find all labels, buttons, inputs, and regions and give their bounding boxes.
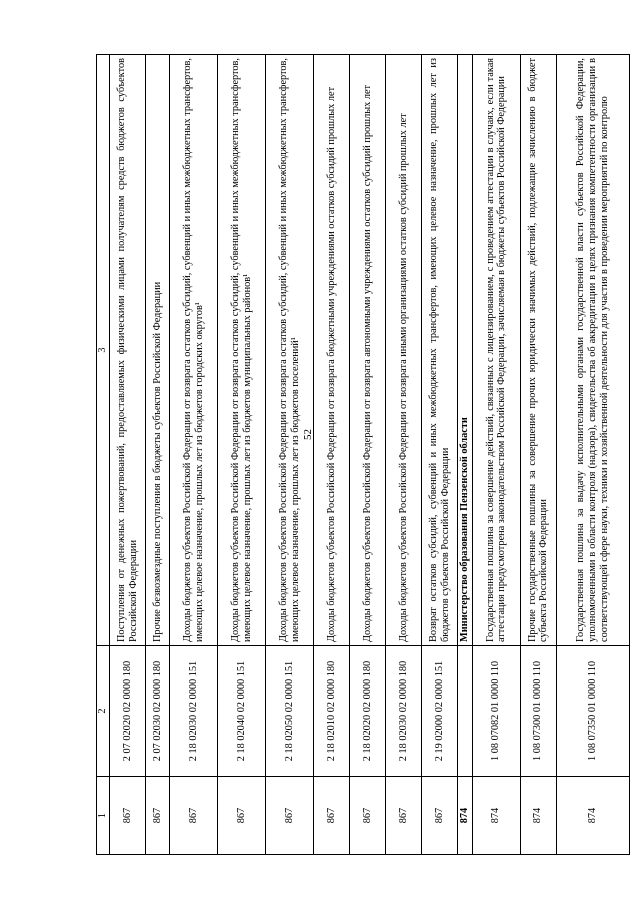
budget-revenue-table — [96, 54, 630, 855]
table-row — [422, 55, 458, 855]
admin-code-cell: 867 — [218, 777, 266, 855]
admin-code-cell: 867 — [266, 777, 314, 855]
revenue-code-cell — [458, 646, 473, 777]
header-col-1: 1 — [97, 777, 110, 855]
revenue-code-cell: 2 07 02030 02 0000 180 — [146, 646, 170, 777]
table-row — [472, 55, 520, 855]
revenue-code-cell: 2 18 02030 02 0000 180 — [386, 646, 422, 777]
admin-code-cell: 867 — [170, 777, 218, 855]
header-col-3: 3 — [97, 55, 110, 646]
table-row — [170, 55, 218, 855]
page-number: 52 — [302, 429, 314, 440]
revenue-code-cell: 2 18 02010 02 0000 180 — [314, 646, 350, 777]
rotated-table-wrapper — [96, 55, 610, 855]
table-row — [458, 55, 473, 855]
admin-code-cell: 874 — [472, 777, 520, 855]
admin-code-cell: 874 — [520, 777, 556, 855]
table-row — [314, 55, 350, 855]
admin-code-cell: 867 — [350, 777, 386, 855]
description-cell: Поступления от денежных пожертвований, предоставляемых физическими лицами получателям средств бюджетов субъектов Российской Федерации — [110, 55, 146, 646]
revenue-code-cell: 1 08 07300 01 0000 110 — [520, 646, 556, 777]
revenue-code-cell: 1 08 07350 01 0000 110 — [556, 646, 629, 777]
revenue-code-cell: 2 19 02000 02 0000 151 — [422, 646, 458, 777]
table-header-row — [97, 55, 110, 855]
revenue-code-cell: 2 18 02030 02 0000 151 — [170, 646, 218, 777]
admin-code-cell: 867 — [386, 777, 422, 855]
admin-code-cell: 874 — [458, 777, 473, 855]
table-row — [386, 55, 422, 855]
admin-code-cell: 867 — [110, 777, 146, 855]
admin-code-cell: 867 — [422, 777, 458, 855]
description-cell: Доходы бюджетов субъектов Российской Федерации от возврата автономными учреждениями остатков субсидий прошлых лет — [350, 55, 386, 646]
table-row — [556, 55, 629, 855]
description-cell: Государственная пошлина за выдачу исполнительными органами государственной власти субъектов Российской Федерации, уполномоченными в области контроля (надзора), свидетельства об аккредитации в целях признания компетентности организации в соответствующей сфере науки, техники и хозяйственной деятельности для участия в проведении мероприятий по контролю — [556, 55, 629, 646]
revenue-code-cell: 1 08 07082 01 0000 110 — [472, 646, 520, 777]
description-cell: Прочие безвозмездные поступления в бюджеты субъектов Российской Федерации — [146, 55, 170, 646]
revenue-code-cell: 2 07 02020 02 0000 180 — [110, 646, 146, 777]
description-cell: Государственная пошлина за совершение действий, связанных с лицензированием, с проведением аттестации в случаях, если такая аттестация предусмотрена законодательством Российской Федерации, зачисляемая в бюджеты субъектов Российской Федерации — [472, 55, 520, 646]
description-cell: Прочие государственные пошлины за совершение прочих юридически значимых действий, подлежащие зачислению в бюджет субъекта Российской Федерации — [520, 55, 556, 646]
revenue-code-cell: 2 18 02040 02 0000 151 — [218, 646, 266, 777]
description-cell: Министерство образования Пензенской области — [458, 55, 473, 646]
description-cell: Доходы бюджетов субъектов Российской Федерации от возврата остатков субсидий, субвенций и иных межбюджетных трансфертов, имеющих целевое назначение, прошлых лет из бюджетов городских округов¹ — [170, 55, 218, 646]
admin-code-cell: 874 — [556, 777, 629, 855]
description-cell: Доходы бюджетов субъектов Российской Федерации от возврата остатков субсидий, субвенций и иных межбюджетных трансфертов, имеющих целевое назначение, прошлых лет из бюджетов муниципальных районов¹ — [218, 55, 266, 646]
description-cell: Доходы бюджетов субъектов Российской Федерации от возврата остатков субсидий, субвенций и иных межбюджетных трансфертов, имеющих целевое назначение, прошлых лет из бюджетов поселений¹ — [266, 55, 314, 646]
table-row — [350, 55, 386, 855]
description-cell: Доходы бюджетов субъектов Российской Федерации от возврата иными организациями остатков субсидий прошлых лет — [386, 55, 422, 646]
table-row — [266, 55, 314, 855]
description-cell: Возврат остатков субсидий, субвенций и иных межбюджетных трансфертов, имеющих целевое назначение, прошлых лет из бюджетов субъектов Российской Федерации — [422, 55, 458, 646]
table-row — [520, 55, 556, 855]
table-body — [110, 55, 630, 855]
admin-code-cell: 867 — [146, 777, 170, 855]
table-row — [110, 55, 146, 855]
table-row — [146, 55, 170, 855]
description-cell: Доходы бюджетов субъектов Российской Федерации от возврата бюджетными учреждениями остатков субсидий прошлых лет — [314, 55, 350, 646]
table-row — [218, 55, 266, 855]
revenue-code-cell: 2 18 02020 02 0000 180 — [350, 646, 386, 777]
admin-code-cell: 867 — [314, 777, 350, 855]
revenue-code-cell: 2 18 02050 02 0000 151 — [266, 646, 314, 777]
header-col-2: 2 — [97, 646, 110, 777]
